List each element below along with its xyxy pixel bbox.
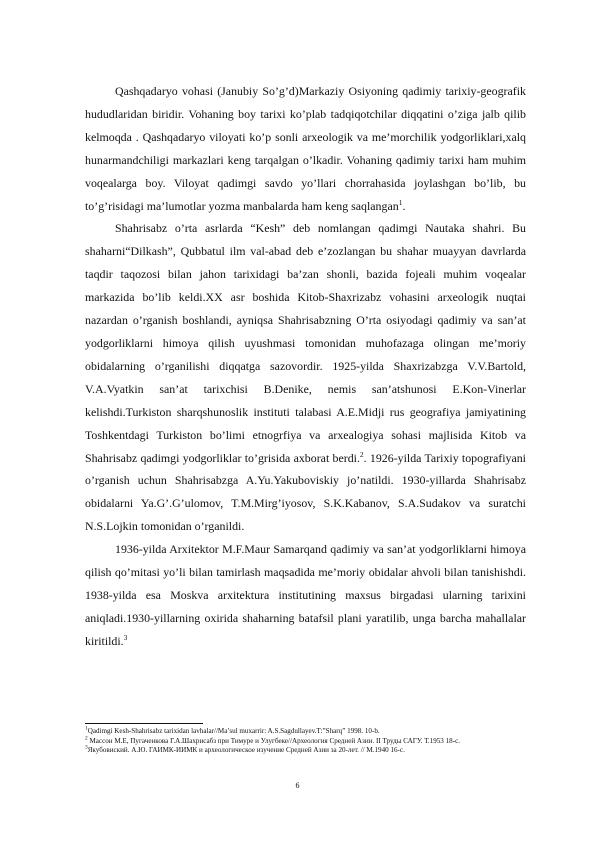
paragraph-1 (85, 80, 526, 217)
footnote-1 (85, 727, 526, 737)
footnote-ref-2[interactable]: 2 (359, 449, 364, 459)
footnote-mark: 3 (85, 744, 88, 751)
footnote-text: Массон М.Е, Пугаченкова Г.А.Шахрисабз при Тимуре и Улугбеке//Археология Средней Азии. II Труды САГУ. Т.1953 18-с. (87, 736, 460, 745)
page-number: 6 (295, 781, 300, 790)
paragraph-2 (85, 217, 526, 538)
footnote-divider (85, 723, 203, 724)
paragraph-text: Shahrisabz o’rta asrlarda “Kesh” deb nomlangan qadimgi Nautaka shahri. Bu shaharni“Dilkash”, Qubbatul ilm val-abad deb e’zozlangan bu shahar muayyan davrlarda taqdir taqozosi bilan jahon tarixidagi ba’zan shonli, bazida fojeali muhim voqealar markazida bo’lib keldi.XX asr boshida Kitob-Shaxrizabz vohasini arxeologik nuqtai nazardan o’rganish boshlandi, ayniqsa Shahrisabzning O’rta osiyodagi qadimiy va san’at yodgorliklarni himoya qilish uyushmasi tomonidan muhofazaga olingan me’moriy obidalarning o’rganilishi diqqatga sazovordir. 1925-yilda Shaxrizabzga V.V.Bartold, V.A.Vyatkin san’at tarixchisi B.Denike, nemis san’atshunosi E.Kon-Vinerlar kelishdi.Turkiston sharqshunoslik instituti talabasi A.E.Midji rus geografiya jamiyatining Toshkentdagi Turkiston bo’limi etnogrfiya va arxealogiya sohasi majlisida Kitob va Shahrisabz qadimgi yodgorliklar to’grisida axborat berdi. (85, 221, 526, 465)
paragraph-text: Qashqadaryo vohasi (Janubiy So’g’d)Markaziy Osiyoning qadimiy tarixiy-geografik hududlaridan biridir. Vohaning boy tarixi ko’plab tadqiqotchilar diqqatini o’ziga jalb qilib kelmoqda . Qashqadaryo viloyati ko’p sonli arxeologik va me’morchilik yodgorliklari,xalq hunarmandchiligi markazlari keng tarqalgan o’lkadir. Vohaning qadimiy tarixi ham muhim voqealarga boy. Viloyat qadimgi savdo yo’llari chorrahasida joylashgan bo’lib, bu to’g’risidagi ma’lumotlar yozma manbalarda ham keng saqlangan (85, 84, 526, 213)
footnote-ref-1[interactable]: 1 (398, 197, 403, 207)
footnote-3 (85, 746, 526, 756)
footnote-2 (85, 737, 526, 747)
paragraph-tail: . 1926-yilda Tarixiy topografiyani o’rganish uchun Shahrisabzga A.Yu.Yakuboviskiy jo’natildi. 1930-yillarda Shahrisabz obidalarni Ya.G’.G’ulomov, T.M.Mirg’iyosov, S.K.Kabanov, S.A.Sudakov va suratchi N.S.Lojkin tomonidan o’rganildi. (85, 450, 526, 534)
footnote-ref-3[interactable]: 3 (123, 632, 128, 642)
main-text (85, 80, 526, 653)
paragraph-3 (85, 538, 526, 653)
footnote-text: Qadimgi Kesh-Shahrisabz tarixidan lavhalar//Ma’sul muxarrir: A.S.Sagdullayev.T:”Sharq” 1998. 10-b. (87, 727, 380, 735)
footnote-mark: 1 (85, 725, 88, 732)
footnote-text: Якубовиский. А.Ю. ГАИМК-ИИМК и археологическое изучение Средней Азии за 20-лет. // М.1940 16-с. (87, 746, 405, 755)
footnotes-section (85, 723, 526, 756)
paragraph-text: 1936-yilda Arxitektor M.F.Maur Samarqand qadimiy va san’at yodgorliklarni himoya qilish qo’mitasi yo’li bilan tamirlash maqsadida me’moriy obidalar ahvoli bilan tanishishdi. 1938-yilda esa Moskva arxitektura institutining maxsus birgadasi ularning tarixini aniqladi.1930-yillarning oxirida shaharning batafsil plani yaratilib, unga barcha mahallalar kiritildi. (85, 542, 526, 648)
footnote-mark: 2 (85, 735, 88, 742)
paragraph-tail: . (402, 198, 406, 213)
